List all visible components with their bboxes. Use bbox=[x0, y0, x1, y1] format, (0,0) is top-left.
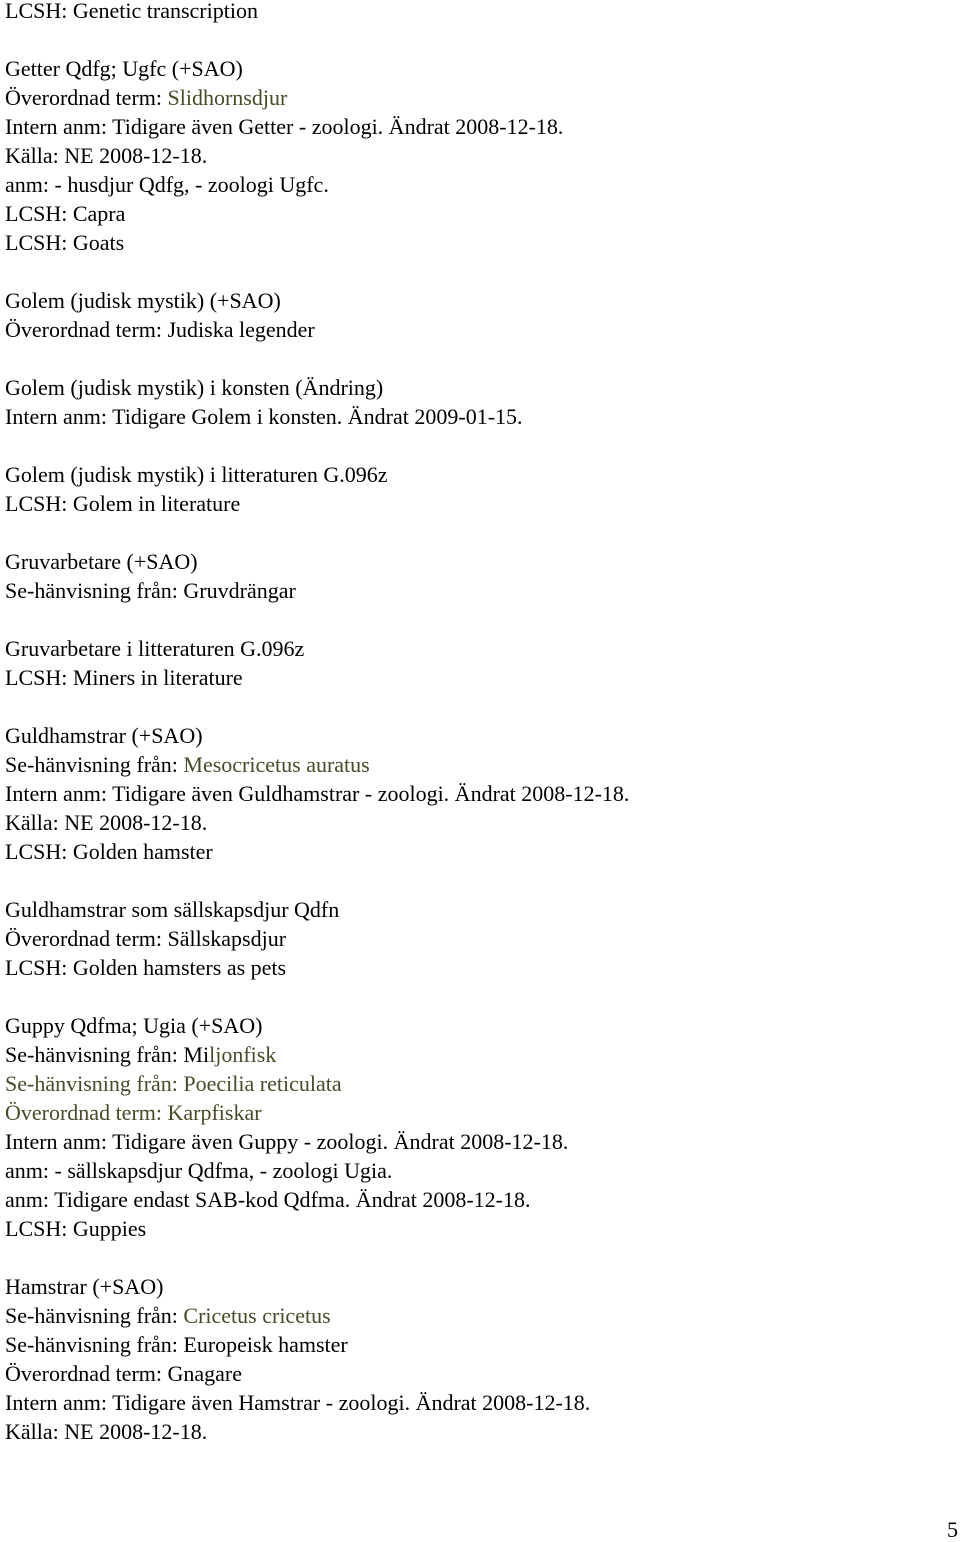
term-entry bbox=[5, 373, 955, 431]
entry-text: Intern anm: Tidigare även Guppy - zoologi. Ändrat 2008-12-18. bbox=[5, 1129, 569, 1154]
entry-text: anm: Tidigare endast SAB-kod Qdfma. Ändrat 2008-12-18. bbox=[5, 1187, 531, 1212]
entry-line bbox=[5, 1214, 955, 1243]
entry-text: Intern anm: Tidigare även Getter - zoologi. Ändrat 2008-12-18. bbox=[5, 114, 564, 139]
page-number: 5 bbox=[947, 1517, 958, 1542]
entry-line bbox=[5, 1127, 955, 1156]
entry-text: Överordnad term: bbox=[5, 85, 168, 110]
entry-text: Se-hänvisning från: Poecilia reticulata bbox=[5, 1071, 342, 1096]
term-entry bbox=[5, 1011, 955, 1243]
entry-text: Golem (judisk mystik) i litteraturen G.096z bbox=[5, 462, 388, 487]
entry-line bbox=[5, 721, 955, 750]
entry-text: Golem (judisk mystik) (+SAO) bbox=[5, 288, 281, 313]
entry-line bbox=[5, 750, 955, 779]
entry-line bbox=[5, 402, 955, 431]
entry-line bbox=[5, 1301, 955, 1330]
entry-line bbox=[5, 0, 955, 25]
entry-text: Överordnad term: Gnagare bbox=[5, 1361, 243, 1386]
entry-line bbox=[5, 489, 955, 518]
entry-line bbox=[5, 547, 955, 576]
entry-line bbox=[5, 895, 955, 924]
entry-line bbox=[5, 924, 955, 953]
entry-line bbox=[5, 83, 955, 112]
entry-text: LCSH: Golden hamsters as pets bbox=[5, 955, 287, 980]
entry-text: Intern anm: Tidigare Golem i konsten. Ändrat 2009-01-15. bbox=[5, 404, 523, 429]
entry-text: Intern anm: Tidigare även Guldhamstrar - zoologi. Ändrat 2008-12-18. bbox=[5, 781, 630, 806]
entry-line bbox=[5, 54, 955, 83]
entry-line bbox=[5, 634, 955, 663]
entry-text: Cricetus cricetus bbox=[183, 1303, 331, 1328]
entry-text: Källa: NE 2008-12-18. bbox=[5, 810, 208, 835]
entry-line bbox=[5, 373, 955, 402]
entry-text: ljonfisk bbox=[209, 1042, 277, 1067]
entry-line bbox=[5, 141, 955, 170]
entry-text: Källa: NE 2008-12-18. bbox=[5, 1419, 208, 1444]
entry-line bbox=[5, 1185, 955, 1214]
term-entry bbox=[5, 895, 955, 982]
entry-text: Getter Qdfg; Ugfc (+SAO) bbox=[5, 56, 243, 81]
entry-text: LCSH: Guppies bbox=[5, 1216, 147, 1241]
entry-text: Överordnad term: Sällskapsdjur bbox=[5, 926, 287, 951]
entry-text: Guppy Qdfma; Ugia (+SAO) bbox=[5, 1013, 263, 1038]
entry-line bbox=[5, 663, 955, 692]
entry-line bbox=[5, 1069, 955, 1098]
entry-text: anm: - sällskapsdjur Qdfma, - zoologi Ugia. bbox=[5, 1158, 393, 1183]
entry-text: Källa: NE 2008-12-18. bbox=[5, 143, 208, 168]
entry-line bbox=[5, 953, 955, 982]
entry-line bbox=[5, 315, 955, 344]
entry-text: Se-hänvisning från: Europeisk hamster bbox=[5, 1332, 348, 1357]
entry-text: LCSH: Golem in literature bbox=[5, 491, 241, 516]
entry-line bbox=[5, 1011, 955, 1040]
entry-text: Guldhamstrar som sällskapsdjur Qdfn bbox=[5, 897, 340, 922]
entry-line bbox=[5, 1330, 955, 1359]
entry-text: LCSH: Miners in literature bbox=[5, 665, 243, 690]
entry-line bbox=[5, 1098, 955, 1127]
entry-text: Överordnad term: Karpfiskar bbox=[5, 1100, 262, 1125]
entry-text: Överordnad term: Judiska legender bbox=[5, 317, 315, 342]
entry-line bbox=[5, 576, 955, 605]
entry-text: anm: - husdjur Qdfg, - zoologi Ugfc. bbox=[5, 172, 329, 197]
entry-text: Se-hänvisning från: Mi bbox=[5, 1042, 210, 1067]
entry-text: Hamstrar (+SAO) bbox=[5, 1274, 164, 1299]
term-entry bbox=[5, 547, 955, 605]
entry-text: Intern anm: Tidigare även Hamstrar - zoologi. Ändrat 2008-12-18. bbox=[5, 1390, 591, 1415]
entry-text: LCSH: Golden hamster bbox=[5, 839, 213, 864]
entry-line bbox=[5, 112, 955, 141]
entry-line bbox=[5, 199, 955, 228]
entry-line bbox=[5, 1040, 955, 1069]
entry-line bbox=[5, 1156, 955, 1185]
entry-text: Se-hänvisning från: bbox=[5, 752, 184, 777]
entry-text: Gruvarbetare i litteraturen G.096z bbox=[5, 636, 305, 661]
entry-line bbox=[5, 1417, 955, 1446]
entry-text: Gruvarbetare (+SAO) bbox=[5, 549, 198, 574]
entry-line bbox=[5, 837, 955, 866]
entry-line bbox=[5, 1388, 955, 1417]
term-entry bbox=[5, 1272, 955, 1446]
entry-text: Mesocricetus auratus bbox=[183, 752, 370, 777]
entry-text: Slidhornsdjur bbox=[167, 85, 288, 110]
entry-text: LCSH: Genetic transcription bbox=[5, 0, 258, 23]
entry-text: Se-hänvisning från: Gruvdrängar bbox=[5, 578, 296, 603]
entry-text: Se-hänvisning från: bbox=[5, 1303, 184, 1328]
entry-line bbox=[5, 779, 955, 808]
entry-text: LCSH: Capra bbox=[5, 201, 126, 226]
entry-line bbox=[5, 286, 955, 315]
term-entry bbox=[5, 634, 955, 692]
entry-text: Guldhamstrar (+SAO) bbox=[5, 723, 203, 748]
entry-line bbox=[5, 170, 955, 199]
term-entry bbox=[5, 286, 955, 344]
entry-line bbox=[5, 228, 955, 257]
entry-line bbox=[5, 1359, 955, 1388]
term-entry bbox=[5, 0, 955, 25]
entry-line bbox=[5, 808, 955, 837]
term-entry bbox=[5, 721, 955, 866]
entry-text: LCSH: Goats bbox=[5, 230, 125, 255]
document-page bbox=[5, 0, 955, 1475]
entry-text: Golem (judisk mystik) i konsten (Ändring) bbox=[5, 375, 384, 400]
term-entry bbox=[5, 54, 955, 257]
entry-line bbox=[5, 1272, 955, 1301]
entry-line bbox=[5, 460, 955, 489]
term-entry bbox=[5, 460, 955, 518]
